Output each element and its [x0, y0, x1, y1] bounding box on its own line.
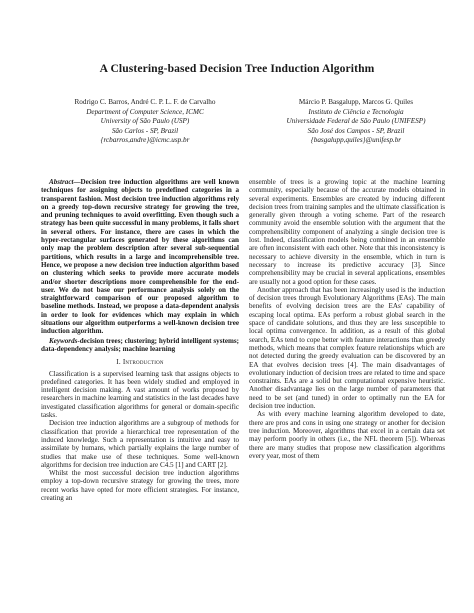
abstract — [41, 178, 239, 336]
author-email: {rcbarros,andre}@icmc.usp.br — [100, 136, 190, 145]
paragraph: As with every machine learning algorithm developed to date, there are pros and cons in using one strategy or another for decision tree induction. Moreover, algorithms that excel in a certain data set may perform poorly in others (i.e., the NFL theorem [5]). Whereas there are many studies that propose new classification algorithms every year, most of them — [249, 410, 445, 460]
keywords — [41, 337, 239, 354]
section-heading — [41, 358, 239, 366]
author-email: {basgalupp,quiles}@unifesp.br — [310, 136, 402, 145]
paragraph: Classification is a supervised learning task that assigns objects to predefined categories. It has been widely studied and employed in intelligent decision making. A vast amount of works proposed by researchers in machine learning and statistics in the last decades have investigated classification algorithms for general or domain-specific tasks. — [41, 369, 239, 420]
section-numeral: I. — [116, 358, 121, 367]
author-university: University of São Paulo (USP) — [100, 117, 190, 126]
author-block-left — [45, 98, 245, 146]
paragraph: Another approach that has been increasingly used is the induction of decision trees through Evolutionary Algorithms (EAs). The main benefits of evolving decision trees are the EAs' capability of escaping local optima. EAs perform a robust global search in the space of candidate solutions, and thus they are less susceptible to local optima convergence. In addition, as a result of this global search, EAs tend to cope better with feature interactions than greedy methods, which means that complex feature relationships which are not detected during the greedy evaluation can be discovered by an EA that evolves decision trees [4]. The main disadvantages of evolutionary induction of decision trees are related to time and space constraints. EAs are a solid but computational expensive heuristic. Another disadvantage lies on the large number of parameters that need to be set (and tuned) in order to optimally run the EA for decision tree induction. — [249, 285, 445, 411]
right-column — [249, 178, 445, 460]
author-department: Instituto de Ciência e Tecnologia — [308, 107, 404, 116]
author-names: Márcio P. Basgalupp, Marcos G. Quiles — [298, 98, 414, 106]
author-city: São José dos Campos - SP, Brazil — [307, 126, 405, 135]
author-block-right — [256, 98, 456, 146]
abstract-label: Abstract — [49, 178, 74, 186]
author-university: Universidade Federal de São Paulo (UNIFESP) — [286, 117, 426, 126]
keywords-text: -decision trees; clustering; hybrid intelligent systems; data-dependency analysis; machine learning — [41, 336, 239, 353]
section-title: Introduction — [122, 358, 164, 367]
keywords-label: Keywords — [49, 336, 78, 345]
paragraph: ensemble of trees is a growing topic at the machine learning community, especially because of the accurate models obtained in several experiments. Ensembles are created by inducing different decision trees from training samples and the ultimate classification is generally given through a voting scheme. Part of the research community avoid the ensemble solution with the argument that the comprehensibility component of analyzing a single decision tree is lost. Indeed, classification models being combined in an ensemble are often inconsistent with each other. Note that this inconsistency is necessary to achieve diversity in the ensemble, which in turn is necessary to increase its predictive accuracy [3]. Since comprehensibility may be crucial in several applications, ensembles are usually not a good option for these cases. — [249, 178, 446, 286]
paragraph: Whilst the most successful decision tree induction algorithms employ a top-down recursive strategy for growing the trees, more recent works have opted for more efficient strategies. For instance, creating an — [41, 469, 239, 502]
author-city: São Carlos - SP, Brazil — [111, 126, 179, 135]
abstract-text: —Decision tree induction algorithms are well known techniques for assigning objects to predefined categories in a transparent fashion. Most decision tree induction algorithms rely on a greedy top-down recursive strategy for growing the tree, and pruning techniques to avoid overfitting. Even though such a strategy has been quite successful in many problems, it falls short in several others. For instance, there are cases in which the hyper-rectangular surfaces generated by these algorithms can only map the problem description after several sub-sequential partitions, which results in a large and incomprehensible tree. Hence, we propose a new decision tree induction algorithm based on clustering which seeks to provide more accurate models and/or shorter descriptions more comprehensible for the end-user. We do not base our performance analysis solely on the straightforward comparison of our proposed algorithm to baseline methods. Instead, we propose a data-dependent analysis in order to look for evidences which may explain in which situations our algorithm outperforms a well-known decision tree induction algorithm. — [41, 178, 239, 336]
author-department: Department of Computer Science, ICMC — [86, 107, 204, 116]
author-names: Rodrigo C. Barros, André C. P. L. F. de Carvalho — [74, 98, 216, 106]
left-column — [41, 178, 239, 502]
paper-title: A Clustering-based Decision Tree Induction Algorithm — [99, 62, 375, 75]
paragraph: Decision tree induction algorithms are a subgroup of methods for classification that provide a hierarchical tree representation of the induced knowledge. Such a representation is intuitive and easy to assimilate by humans, which partially explains the large number of studies that make use of these techniques. Some well-known algorithms for decision tree induction are C4.5 [1] and CART [2]. — [41, 419, 239, 469]
